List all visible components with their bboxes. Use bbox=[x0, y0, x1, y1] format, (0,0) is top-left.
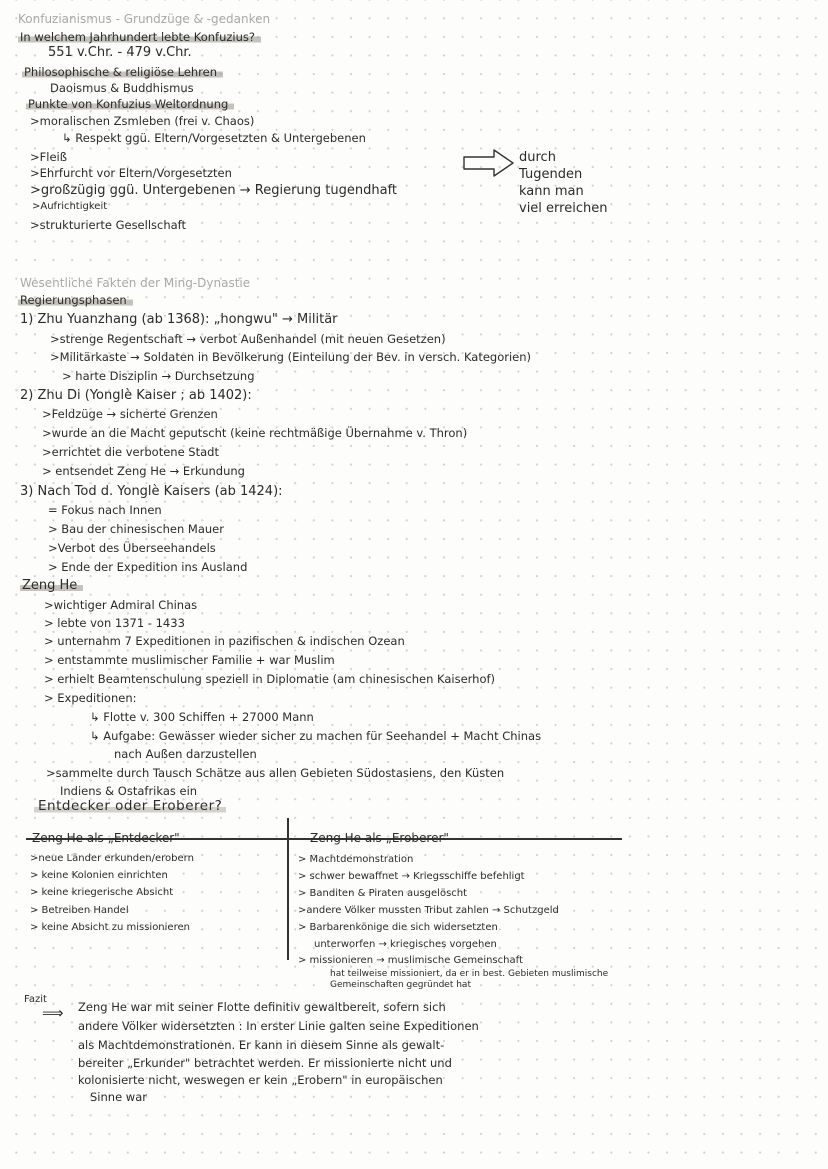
discoverer-item: > keine Kolonien einrichten bbox=[30, 870, 168, 881]
phase-1-item: >Militärkaste → Soldaten in Bevölkerung (Einteilung der Bev. in versch. Kategorien) bbox=[50, 350, 532, 364]
conqueror-item: > schwer bewaffnet → Kriegsschiffe befehligt bbox=[298, 871, 525, 882]
phase-1-item: > harte Disziplin → Durchsetzung bbox=[62, 369, 255, 383]
discoverer-item: > keine Absicht zu missionieren bbox=[30, 922, 190, 933]
expedition-fleet: ↳ Flotte v. 300 Schiffen + 27000 Mann bbox=[90, 710, 314, 724]
side-note-line-3: kann man bbox=[519, 184, 584, 199]
teachings-value: Daoismus & Buddhismus bbox=[50, 81, 194, 95]
heading-world-order: Punkte von Konfuzius Weltordnung bbox=[26, 97, 234, 111]
point-diligence: >Fleiß bbox=[30, 150, 67, 164]
phase-3-item: > Ende der Expedition ins Ausland bbox=[48, 560, 248, 574]
phase-3-item: > Bau der chinesischen Mauer bbox=[48, 522, 224, 536]
point-moral: >moralischen Zsmleben (frei v. Chaos) bbox=[30, 114, 255, 128]
point-moral-sub: ↳ Respekt ggü. Eltern/Vorgesetzten & Untergebenen bbox=[62, 131, 366, 145]
heading-discoverer-or-conqueror: Entdecker oder Eroberer? bbox=[34, 799, 226, 813]
point-reverence: >Ehrfurcht vor Eltern/Vorgesetzten bbox=[30, 166, 232, 180]
phase-2-item: >errichtet die verbotene Stadt bbox=[42, 445, 219, 459]
zeng-he-item: > lebte von 1371 - 1433 bbox=[44, 616, 185, 630]
fazit-line: andere Völker widersetzten : In erster Linie galten seine Expeditionen bbox=[78, 1019, 479, 1033]
point-structured-society: >strukturierte Gesellschaft bbox=[30, 218, 187, 232]
conqueror-item: >andere Völker mussten Tribut zahlen → Schutzgeld bbox=[298, 905, 559, 916]
big-arrow-icon bbox=[462, 147, 516, 179]
point-generous: >großzügig ggü. Untergebenen → Regierung tugendhaft bbox=[30, 183, 398, 198]
section-title-ming: Wesentliche Fakten der Ming-Dynastie bbox=[20, 276, 251, 290]
phase-3-item: >Verbot des Überseehandels bbox=[48, 541, 216, 555]
heading-phases: Regierungsphasen bbox=[18, 293, 133, 307]
conqueror-item-cont: unterworfen → kriegisches vorgehen bbox=[314, 939, 497, 950]
side-note-line-4: viel erreichen bbox=[519, 201, 608, 216]
conqueror-item: > Barbarenkönige die sich widersetzten bbox=[298, 922, 498, 933]
confucius-dates: 551 v.Chr. - 479 v.Chr. bbox=[48, 45, 192, 60]
treasure-line: >sammelte durch Tausch Schätze aus allen Gebieten Südostasiens, den Küsten bbox=[46, 766, 505, 780]
expedition-task: ↳ Aufgabe: Gewässer wieder sicher zu machen für Seehandel + Macht Chinas bbox=[90, 729, 542, 743]
heading-zeng-he: Zeng He bbox=[20, 578, 83, 594]
question-century: In welchem Jahrhundert lebte Konfuzius? bbox=[18, 30, 261, 44]
treasure-line-cont: Indiens & Ostafrikas ein bbox=[60, 784, 198, 798]
phase-2-item: >wurde an die Macht geputscht (keine rechtmäßige Übernahme v. Thron) bbox=[42, 426, 468, 440]
conqueror-note-cont: Gemeinschaften gegründet hat bbox=[330, 980, 471, 990]
phase-2-item: > entsendet Zeng He → Erkundung bbox=[42, 464, 245, 478]
fazit-label: Fazit bbox=[24, 994, 47, 1005]
side-note-line-1: durch bbox=[519, 150, 556, 165]
fazit-line: bereiter „Erkunder" betrachtet werden. Er missionierte nicht und bbox=[78, 1056, 452, 1070]
point-sincerity: >Aufrichtigkeit bbox=[32, 201, 108, 212]
discoverer-item: > keine kriegerische Absicht bbox=[30, 887, 174, 898]
column-title-discoverer: Zeng He als „Entdecker" bbox=[32, 831, 180, 845]
phase-3-item: = Fokus nach Innen bbox=[48, 503, 162, 517]
fazit-line: kolonisierte nicht, weswegen er kein „Erobern" in europäischen bbox=[78, 1073, 443, 1087]
section-title-confucianism: Konfuzianismus - Grundzüge & -gedanken bbox=[18, 12, 271, 26]
phase-2-title: 2) Zhu Di (Yonglè Kaiser ; ab 1402): bbox=[20, 388, 252, 403]
phase-3-title: 3) Nach Tod d. Yonglè Kaisers (ab 1424): bbox=[20, 484, 283, 499]
double-arrow-icon: ⟹ bbox=[42, 1004, 64, 1022]
zeng-he-item: > entstammte muslimischer Familie + war Muslim bbox=[44, 653, 335, 667]
zeng-he-item: >wichtiger Admiral Chinas bbox=[44, 598, 198, 612]
fazit-line: als Machtdemonstrationen. Er kann in diesem Sinne als gewalt- bbox=[78, 1038, 445, 1052]
phase-1-item: >strenge Regentschaft → verbot Außenhandel (mit neuen Gesetzen) bbox=[50, 332, 446, 346]
fazit-line: Zeng He war mit seiner Flotte definitiv gewaltbereit, sofern sich bbox=[78, 1000, 446, 1014]
heading-teachings: Philosophische & religiöse Lehren bbox=[22, 65, 223, 79]
column-title-conqueror: Zeng He als „Eroberer" bbox=[310, 831, 449, 845]
conqueror-item: > Machtdemonstration bbox=[298, 854, 414, 865]
conqueror-item: > missionieren → muslimische Gemeinschaft bbox=[298, 955, 523, 966]
zeng-he-item: > unternahm 7 Expeditionen in pazifischen & indischen Ozean bbox=[44, 634, 405, 648]
fazit-line: Sinne war bbox=[90, 1090, 147, 1104]
discoverer-item: >neue Länder erkunden/erobern bbox=[30, 853, 194, 864]
zeng-he-item: > erhielt Beamtenschulung speziell in Diplomatie (am chinesischen Kaiserhof) bbox=[44, 672, 496, 686]
phase-2-item: >Feldzüge → sicherte Grenzen bbox=[42, 407, 218, 421]
discoverer-item: > Betreiben Handel bbox=[30, 905, 129, 916]
phase-1-title: 1) Zhu Yuanzhang (ab 1368): „hongwu" → Militär bbox=[20, 312, 338, 327]
zeng-he-item: > Expeditionen: bbox=[44, 691, 137, 705]
side-note-line-2: Tugenden bbox=[519, 167, 583, 182]
expedition-task-cont: nach Außen darzustellen bbox=[114, 747, 257, 761]
conqueror-note: hat teilweise missioniert, da er in best. Gebieten muslimische bbox=[330, 969, 609, 979]
conqueror-item: > Banditen & Piraten ausgelöscht bbox=[298, 888, 468, 899]
